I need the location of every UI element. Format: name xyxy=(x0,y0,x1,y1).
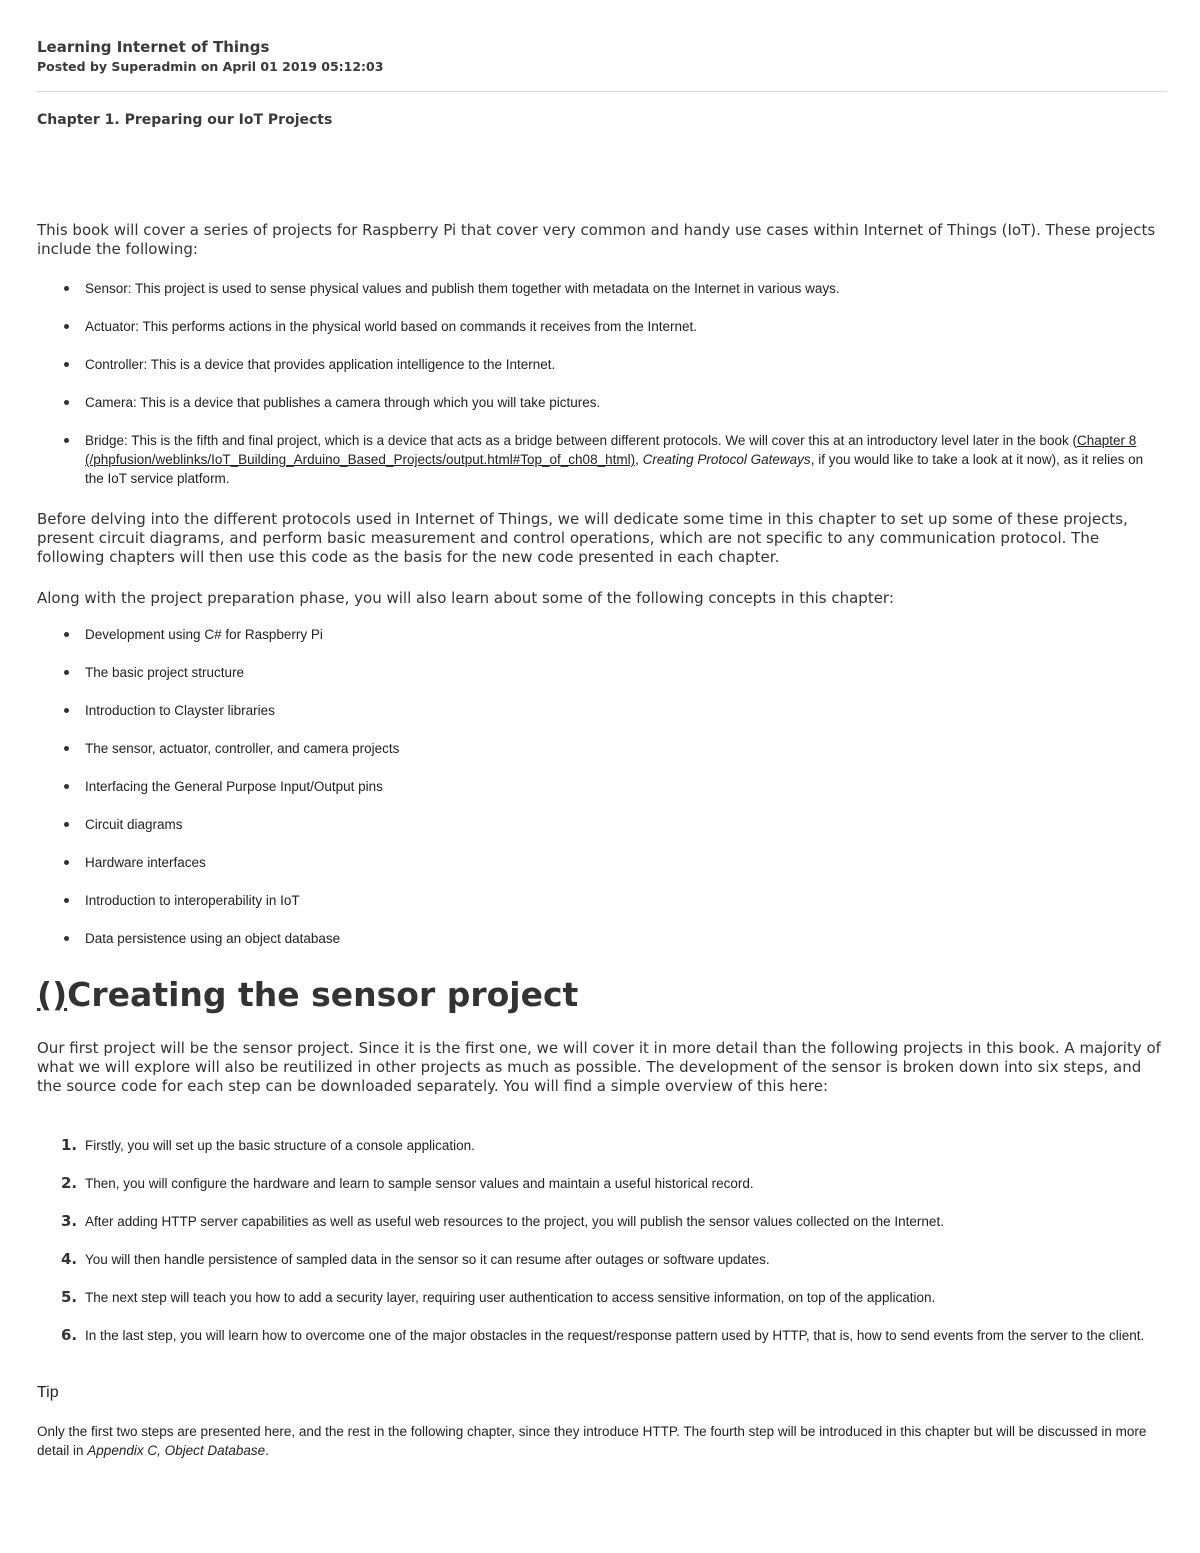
list-item xyxy=(37,777,1162,796)
step-number: 2. xyxy=(61,1174,78,1192)
bullet-icon xyxy=(64,670,69,675)
list-item-text: Interfacing the General Purpose Input/Output pins xyxy=(85,779,383,794)
list-item-text: Introduction to Clayster libraries xyxy=(85,703,275,718)
list-item xyxy=(37,1174,1162,1193)
list-item-text: The sensor, actuator, controller, and camera projects xyxy=(85,741,400,756)
list-item xyxy=(37,1136,1162,1155)
list-item xyxy=(37,1212,1162,1231)
tip-text xyxy=(37,1422,1162,1460)
list-item xyxy=(37,739,1162,758)
list-item xyxy=(37,355,1162,374)
list-item xyxy=(37,1288,1162,1307)
sensor-intro-paragraph: Our first project will be the sensor project. Since it is the first one, we will cover it in more detail than the following projects in this book. A majority of what we will explore will also be reutilized in other projects as much as possible. The development of the sensor is broken down into six steps, and the source code for each step can be downloaded separately. You will find a simple overview of this here: xyxy=(37,1039,1161,1095)
list-item-text: In the last step, you will learn how to overcome one of the major obstacles in the request/response pattern used by HTTP, that is, how to send events from the server to the client. xyxy=(85,1328,1145,1343)
list-item xyxy=(37,853,1162,872)
step-number: 6. xyxy=(61,1326,78,1344)
header-divider xyxy=(37,91,1167,92)
list-item-text: The basic project structure xyxy=(85,665,245,680)
bullet-icon xyxy=(64,438,69,443)
bullet-icon xyxy=(64,746,69,751)
list-item xyxy=(37,279,1162,298)
bullet-icon xyxy=(64,898,69,903)
section-heading xyxy=(37,975,578,1015)
list-item-text: After adding HTTP server capabilities as well as useful web resources to the project, you will publish the sensor values collected on the Internet. xyxy=(85,1214,944,1229)
bridge-tail-text: , if you would like to take a look at it now), as it relies on the IoT service platform. xyxy=(85,452,1144,486)
bullet-icon xyxy=(64,784,69,789)
list-item-text: Hardware interfaces xyxy=(85,855,206,870)
list-item xyxy=(37,701,1162,720)
bullet-icon xyxy=(64,324,69,329)
chapter-8-link[interactable]: Chapter 8 (/phpfusion/weblinks/IoT_Building_Arduino_Based_Projects/output.html#Top_of_ch08_html) xyxy=(85,433,1137,467)
step-number: 4. xyxy=(61,1250,78,1268)
tip-label: Tip xyxy=(37,1384,59,1401)
tip-italic-reference: Appendix C, Object Database xyxy=(87,1443,266,1458)
list-item xyxy=(37,663,1162,682)
list-item xyxy=(37,929,1162,948)
list-item-text: Actuator: This performs actions in the physical world based on commands it receives from the Internet. xyxy=(85,319,698,334)
list-item xyxy=(37,891,1162,910)
steps-list xyxy=(37,1136,1162,1364)
bullet-icon xyxy=(64,822,69,827)
list-item xyxy=(37,317,1162,336)
section-heading-text: Creating the sensor project xyxy=(67,975,579,1014)
intro-paragraph: This book will cover a series of projects for Raspberry Pi that cover very common and handy use cases within Internet of Things (IoT). These projects include the following: xyxy=(37,221,1156,258)
bridge-separator: , xyxy=(635,452,643,467)
bridge-lead-text: Bridge: This is the fifth and final project, which is a device that acts as a bridge between different protocols. We will cover this at an introductory level later in the book ( xyxy=(85,433,1078,448)
bullet-icon xyxy=(64,286,69,291)
tip-text-lead: Only the first two steps are presented here, and the rest in the following chapter, since they introduce HTTP. The fourth step will be introduced in this chapter but will be discussed in more detail in xyxy=(37,1424,1147,1458)
list-item-text: Then, you will configure the hardware and learn to sample sensor values and maintain a useful historical record. xyxy=(85,1176,754,1191)
list-item-text: Data persistence using an object database xyxy=(85,931,341,946)
list-item xyxy=(37,1326,1162,1345)
list-item xyxy=(37,625,1162,644)
list-item-text: Firstly, you will set up the basic structure of a console application. xyxy=(85,1138,475,1153)
post-title: Learning Internet of Things xyxy=(37,38,270,56)
along-paragraph: Along with the project preparation phase, you will also learn about some of the following concepts in this chapter: xyxy=(37,589,894,607)
concepts-list xyxy=(37,625,1162,967)
list-item xyxy=(37,1250,1162,1269)
list-item-text: Development using C# for Raspberry Pi xyxy=(85,627,323,642)
bullet-icon xyxy=(64,632,69,637)
before-delving-paragraph: Before delving into the different protocols used in Internet of Things, we will dedicate some time in this chapter to set up some of these projects, present circuit diagrams, and perform basic measurement and control operations, which are not specific to any communication protocol. The following chapters will then use this code as the basis for the new code presented in each chapter. xyxy=(37,510,1128,566)
list-item-text: Controller: This is a device that provides application intelligence to the Internet. xyxy=(85,357,556,372)
bullet-icon xyxy=(64,400,69,405)
bullet-icon xyxy=(64,860,69,865)
list-item-text: Introduction to interoperability in IoT xyxy=(85,893,300,908)
projects-list xyxy=(37,279,1162,507)
list-item-text: The next step will teach you how to add a security layer, requiring user authentication to access sensitive information, on top of the application. xyxy=(85,1290,936,1305)
chapter-title: Chapter 1. Preparing our IoT Projects xyxy=(37,112,333,128)
bullet-icon xyxy=(64,708,69,713)
list-item-bridge xyxy=(37,431,1162,488)
bullet-icon xyxy=(64,936,69,941)
step-number: 3. xyxy=(61,1212,78,1230)
list-item-text: You will then handle persistence of sampled data in the sensor so it can resume after outages or software updates. xyxy=(85,1252,770,1267)
list-item xyxy=(37,815,1162,834)
post-meta: Posted by Superadmin on April 01 2019 05:12:03 xyxy=(37,59,384,74)
list-item xyxy=(37,393,1162,412)
section-anchor-link[interactable]: () xyxy=(37,975,68,1014)
bridge-italic-title: Creating Protocol Gateways xyxy=(642,452,811,467)
bullet-icon xyxy=(64,362,69,367)
tip-text-tail: . xyxy=(265,1443,269,1458)
step-number: 5. xyxy=(61,1288,78,1306)
list-item-text: Camera: This is a device that publishes a camera through which you will take pictures. xyxy=(85,395,601,410)
step-number: 1. xyxy=(61,1136,78,1154)
list-item-text: Circuit diagrams xyxy=(85,817,183,832)
list-item-text: Sensor: This project is used to sense physical values and publish them together with metadata on the Internet in various ways. xyxy=(85,281,840,296)
